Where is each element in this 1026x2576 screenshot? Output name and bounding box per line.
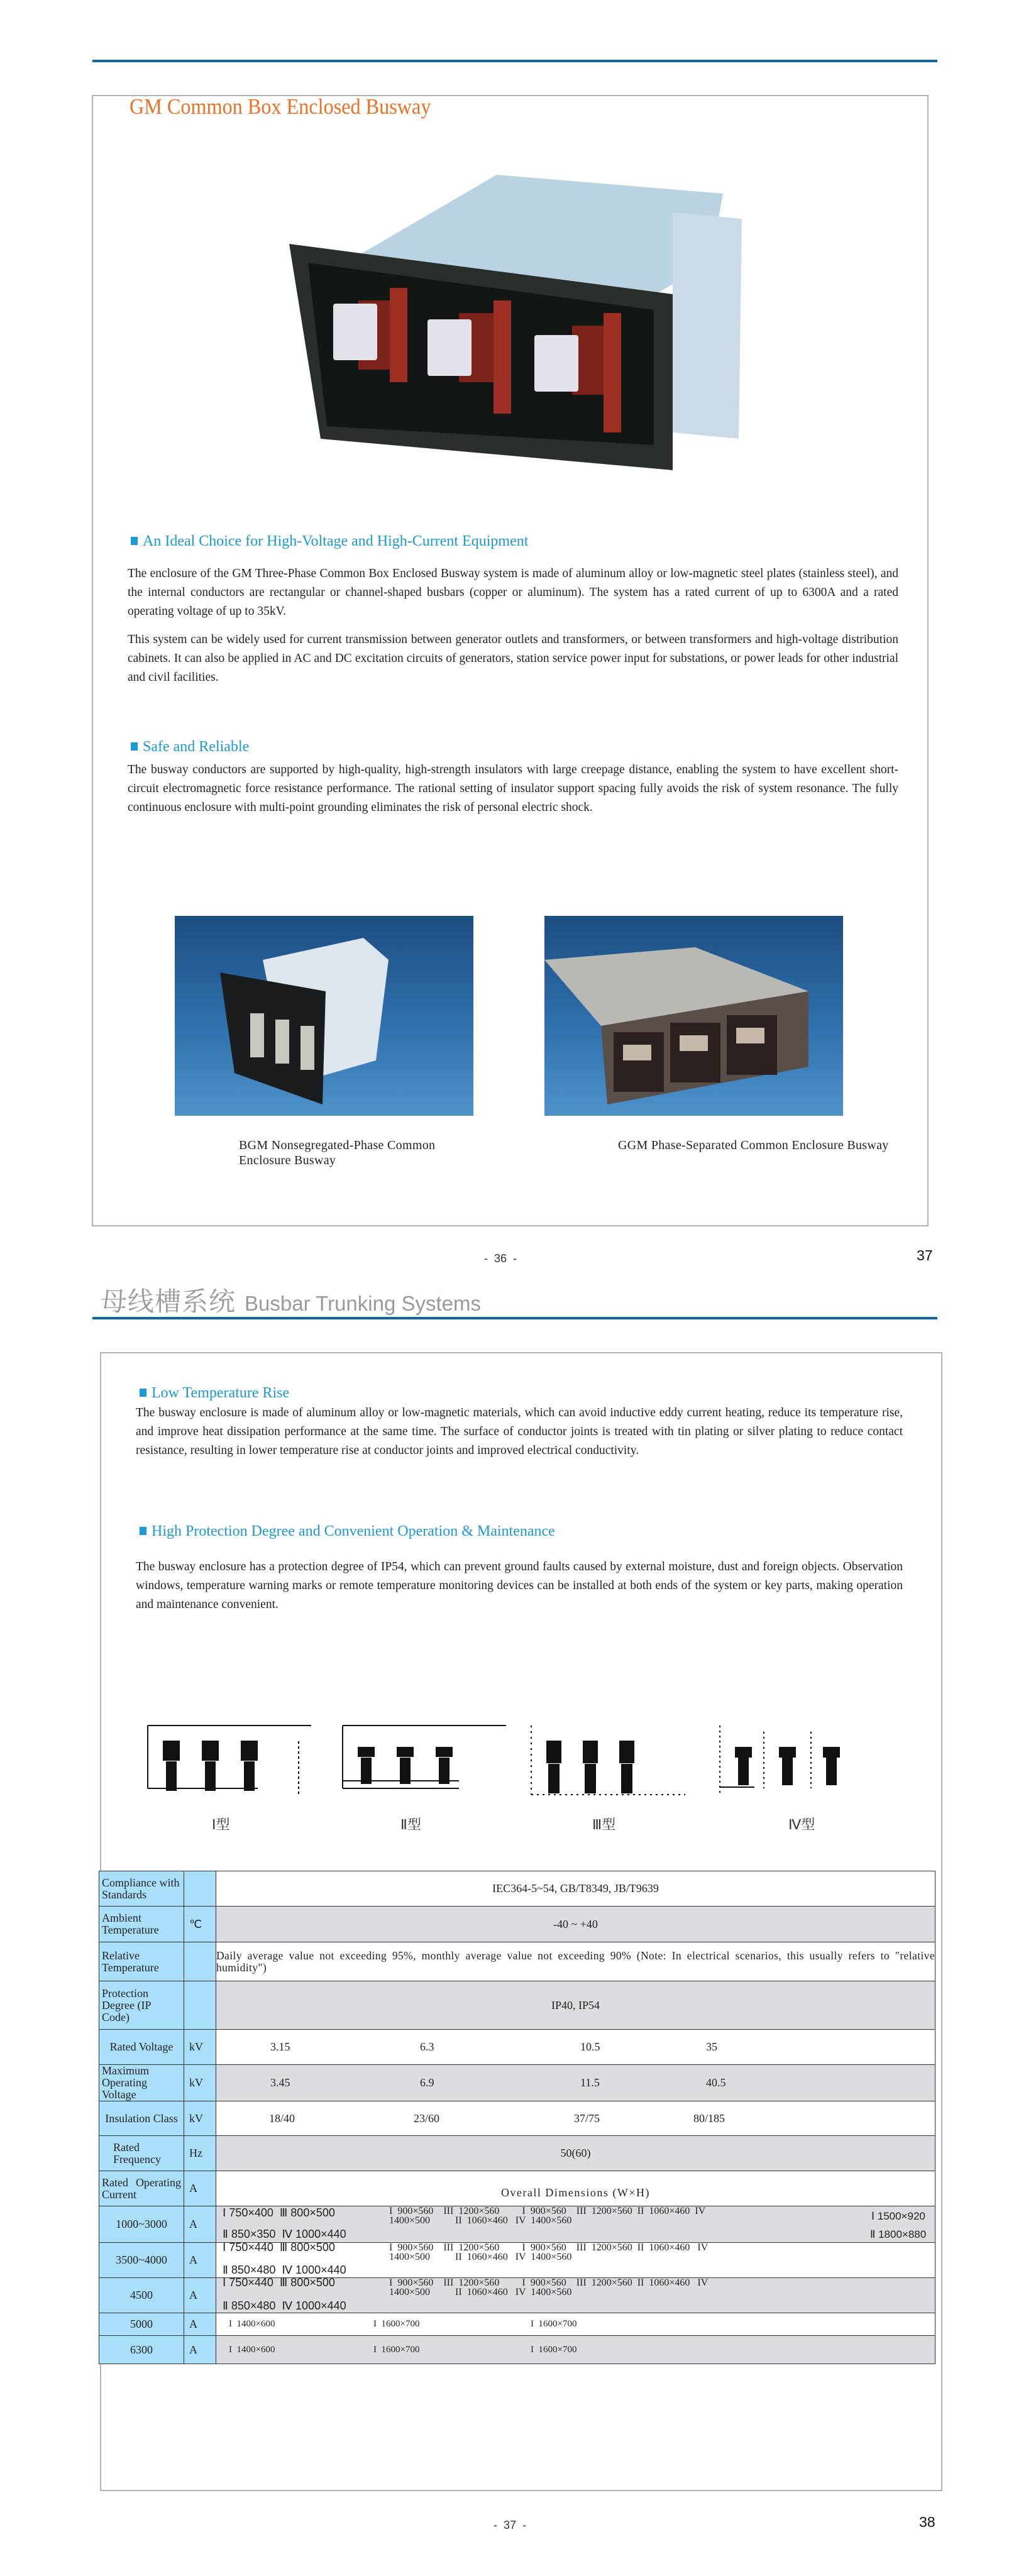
row-unit: A [184,2313,216,2336]
table-row [99,2243,935,2278]
table-row [99,2336,935,2364]
table-row [99,2278,935,2313]
table-row [99,2065,935,2101]
table-row [99,1871,935,1907]
dim-group-1-line-1: Ⅰ 750×440 Ⅲ 800×500 [223,2241,335,2254]
row-unit [184,1981,216,2030]
value-cell: I 1400×600 [229,2344,275,2355]
row-label: Compliance with Standards [99,1871,184,1907]
value-cell: 35 [706,2040,717,2053]
row-unit: A [184,2336,216,2364]
row-values [216,2101,935,2136]
value-cell: 40.5 [706,2076,726,2089]
current-value: 6300 [99,2336,184,2364]
row-value: 50(60) [216,2136,935,2171]
table-row [99,2206,935,2243]
dim-group-3-line-2: Ⅱ 1800×880 [870,2228,927,2240]
caption-ggm: GGM Phase-Separated Common Enclosure Busway [618,1138,889,1152]
caption-bgm: BGM Nonsegregated-Phase Common Enclosure Busway [239,1138,436,1167]
bullet-square-icon [140,1527,146,1535]
cross-section-drawings [145,1707,899,1814]
paragraph-safe-reliable: The busway conductors are supported by high-quality, high-strength insulators with large creepage distance, enabling the system to have excellent short-circuit electromagnetic force resistance performance. The rational setting of insulator support spacing fully avoids the risk of system resonance. The fully continuous enclosure with multi-point grounding eliminates the risk of personal electric shock. [128,763,898,814]
row-label: Rated Voltage [99,2030,184,2065]
footer-page-number: - 36 - [484,1252,517,1265]
value-cell: 6.9 [420,2076,434,2089]
row-value: Overall Dimensions (W×H) [216,2171,935,2206]
dim-group-3-line-1: Ⅰ 1500×920 [871,2210,925,2222]
row-unit [184,1942,216,1981]
row-value: -40 ~ +40 [216,1907,935,1942]
paragraph-low-temp: The busway enclosure is made of aluminum alloy or low-magnetic materials, which can avoid inductive eddy current heating, reduce its temperature rise, and improve heat dissipation performance at the same time. The surface of conductor joints is treated with tin plating or silver plating to reduce contact resistance, resulting in lower temperature rise at conductor joints and improved electrical conductivity. [136,1406,903,1457]
section-heading-ideal-choice: An Ideal Choice for High-Voltage and High-Current Equipment [131,533,528,550]
row-unit: kV [184,2101,216,2136]
drawing-label-type-3: Ⅲ型 [592,1817,616,1832]
drawing-label-type-2: Ⅱ型 [400,1817,421,1832]
value-cell: 10.5 [580,2040,600,2053]
header-rule [92,1317,937,1319]
dim-group-1-line-1: Ⅰ 750×400 Ⅲ 800×500 [223,2206,335,2219]
row-values [216,2030,935,2065]
dim-group-2-line-2: 1400×500 II 1060×460 IV 1400×560 [389,2252,572,2262]
value-cell: 3.15 [270,2040,290,2053]
table-row [99,1981,935,2030]
value-cell: 37/75 [574,2111,600,2125]
drawing-label-type-4: Ⅳ型 [788,1817,815,1832]
value-cell: 18/40 [269,2111,295,2125]
dim-group-1-line-2: Ⅱ 850×480 Ⅳ 1000×440 [223,2299,346,2312]
row-values [216,2065,935,2101]
value-cell: 80/185 [693,2111,725,2125]
row-unit: A [184,2206,216,2243]
page-title: GM Common Box Enclosed Busway [130,94,431,119]
dimensions-cell [216,2336,935,2364]
current-value: 4500 [99,2278,184,2313]
row-label: Ambient Temperature [99,1907,184,1942]
dimensions-cell [216,2313,935,2336]
current-value: 1000~3000 [99,2206,184,2243]
value-cell: I 1600×700 [531,2319,577,2329]
value-cell: I 1600×700 [531,2344,577,2355]
footer-sheet-number: 37 [917,1247,933,1263]
table-row [99,1942,935,1981]
row-label: Protection Degree (IP Code) [99,1981,184,2030]
bullet-square-icon [140,1389,146,1397]
dim-group-2-line-1: I 900×560 III 1200×560 I 900×560 III 1200×560 II 1060×460 IV [389,2242,709,2253]
row-label: Insulation Class [99,2101,184,2136]
value-cell: 11.5 [580,2076,600,2089]
row-unit: A [184,2171,216,2206]
table-row [99,2136,935,2171]
spec-table [99,1871,935,2364]
row-unit: A [184,2278,216,2313]
drawing-type-2 [343,1726,506,1788]
value-cell: I 1400×600 [229,2319,275,2329]
drawing-type-4 [720,1726,839,1795]
value-cell: I 1600×700 [373,2319,420,2329]
bullet-square-icon [131,742,138,751]
drawing-label-type-1: Ⅰ型 [212,1817,230,1832]
dim-group-2-line-2: 1400×500 II 1060×460 IV 1400×560 [389,2287,572,2298]
footer-sheet-number: 38 [919,2514,935,2530]
row-unit: kV [184,2030,216,2065]
paragraph-protection: The busway enclosure has a protection degree of IP54, which can prevent ground faults caused by external moisture, dust and foreign objects. Observation windows, temperature warning marks or remote temperature monitoring devices can be installed at both ends of the system or key parts, making operation and maintenance convenient. [136,1560,903,1611]
dimensions-cell [216,2243,935,2278]
table-row [99,2313,935,2336]
dim-group-2-line-1: I 900×560 III 1200×560 I 900×560 III 1200×560 II 1060×460 IV [389,2277,709,2288]
row-unit: ℃ [184,1907,216,1942]
row-label: Rated Operating Current [99,2171,184,2206]
paragraph-applications: This system can be widely used for current transmission between generator outlets and transformers, or between transformers and high-voltage distribution cabinets. It can also be applied in AC and DC excitation circuits of generators, station service power input for substations, or power leads for other industrial and civil facilities. [128,633,898,684]
row-value: IEC364-5~54, GB/T8349, JB/T9639 [216,1871,935,1907]
row-unit: kV [184,2065,216,2101]
drawing-type-1 [148,1726,311,1795]
section-heading-low-temp: Low Temperature Rise [140,1385,289,1402]
value-cell: 3.45 [270,2076,290,2089]
current-value: 3500~4000 [99,2243,184,2278]
value-cell: I 1600×700 [373,2344,420,2355]
top-rule [92,60,937,62]
gm-busway-photo [270,168,761,483]
table-row [99,2030,935,2065]
section-heading-protection: High Protection Degree and Convenient Operation & Maintenance [140,1523,555,1540]
footer-page-number: - 37 - [494,2519,527,2531]
dimensions-cell [216,2278,935,2313]
table-row [99,2171,935,2206]
row-value: Daily average value not exceeding 95%, monthly average value not exceeding 90% (Note: In electrical scenarios, this usually refers to "relative humidity") [216,1942,935,1981]
section-heading-safe-reliable: Safe and Reliable [131,739,249,756]
bullet-square-icon [131,537,138,545]
drawing-type-3 [531,1726,685,1795]
table-row [99,1907,935,1942]
row-value: IP40, IP54 [216,1981,935,2030]
row-unit: Hz [184,2136,216,2171]
bgm-busway-photo [175,916,473,1116]
current-value: 5000 [99,2313,184,2336]
value-cell: 6.3 [420,2040,434,2053]
table-row [99,2101,935,2136]
dim-group-2-line-2: 1400×500 II 1060×460 IV 1400×560 [389,2215,572,2226]
row-label: Maximum Operating Voltage [99,2065,184,2101]
dim-group-2-line-1: I 900×560 III 1200×560 I 900×560 III 1200×560 II 1060×460 IV [389,2206,706,2216]
paragraph-enclosure: The enclosure of the GM Three-Phase Common Box Enclosed Busway system is made of aluminum alloy or low-magnetic steel plates (stainless steel), and the internal conductors are rectangular or channel-shaped busbars (copper or aluminum). The system has a rated current of up to 6300A and a rated operating voltage of up to 35kV. [128,567,898,618]
row-label: Relative Temperature [99,1942,184,1981]
ggm-busway-photo [544,916,843,1116]
row-unit [184,1871,216,1907]
dimensions-cell [216,2206,935,2243]
value-cell: 23/60 [414,2111,440,2125]
dim-group-1-line-2: Ⅱ 850×480 Ⅳ 1000×440 [223,2264,346,2276]
dim-group-1-line-1: Ⅰ 750×440 Ⅲ 800×500 [223,2276,335,2289]
row-unit: A [184,2243,216,2278]
dim-group-1-line-2: Ⅱ 850×350 Ⅳ 1000×440 [223,2228,346,2240]
row-label: Rated Frequency [99,2136,184,2171]
page-header: 母线槽系统 Busbar Trunking Systems [101,1287,482,1316]
